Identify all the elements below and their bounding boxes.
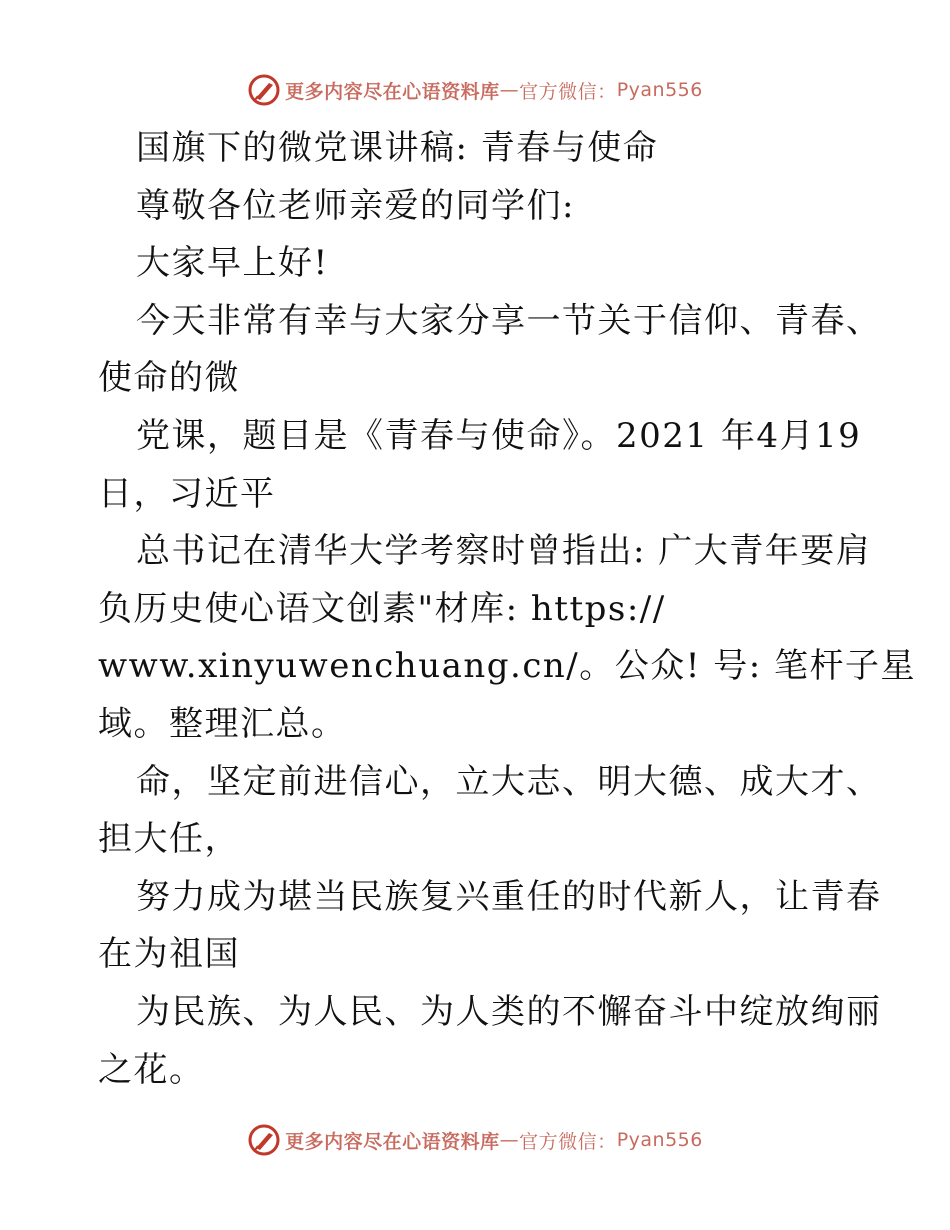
doc-line: 之花。	[98, 1049, 205, 1090]
quill-logo-icon	[247, 1123, 281, 1157]
doc-line: 今天非常有幸与大家分享一节关于信仰、青春、	[136, 300, 882, 341]
footer-watermark-banner	[0, 1120, 950, 1160]
doc-line: 担大任，	[98, 819, 240, 860]
doc-line: www.xinyuwenchuang.cn/。公众! 号: 笔杆子星	[98, 646, 916, 687]
doc-line: 党课，题目是《青春与使命》。2021 年4月19	[136, 415, 862, 456]
doc-line: 总书记在清华大学考察时曾指出: 广大青年要肩	[136, 531, 872, 572]
doc-line: 命，坚定前进信心，立大志、明大德、成大才、	[136, 761, 882, 802]
doc-line: 努力成为堪当民族复兴重任的时代新人，让青春	[136, 876, 882, 917]
doc-line-title: 国旗下的微党课讲稿: 青春与使命	[136, 128, 659, 168]
document-body	[98, 120, 916, 1099]
banner-sub-text: 官方微信：	[519, 80, 617, 103]
banner-sub-text: 官方微信：	[519, 1130, 617, 1153]
header-watermark-banner	[0, 70, 950, 110]
banner-separator: —	[499, 1129, 520, 1151]
doc-line: 负历史使心语文创素"材库: https://	[98, 588, 666, 629]
doc-line: 日，习近平	[98, 473, 276, 514]
doc-line: 使命的微	[98, 358, 240, 399]
banner-wechat-id: Pyan556	[616, 1129, 703, 1151]
doc-line: 域。整理汇总。	[98, 703, 347, 744]
banner-separator: —	[499, 79, 520, 101]
banner-wechat-id: Pyan556	[616, 79, 703, 101]
doc-line: 为民族、为人民、为人类的不懈奋斗中绽放绚丽	[136, 991, 882, 1032]
banner-main-text: 更多内容尽在心语资料库	[285, 80, 500, 103]
banner-main-text: 更多内容尽在心语资料库	[285, 1130, 500, 1153]
doc-line: 在为祖国	[98, 934, 240, 975]
quill-logo-icon	[247, 73, 281, 107]
doc-line: 尊敬各位老师亲爱的同学们:	[136, 185, 575, 226]
doc-line: 大家早上好!	[136, 243, 329, 284]
